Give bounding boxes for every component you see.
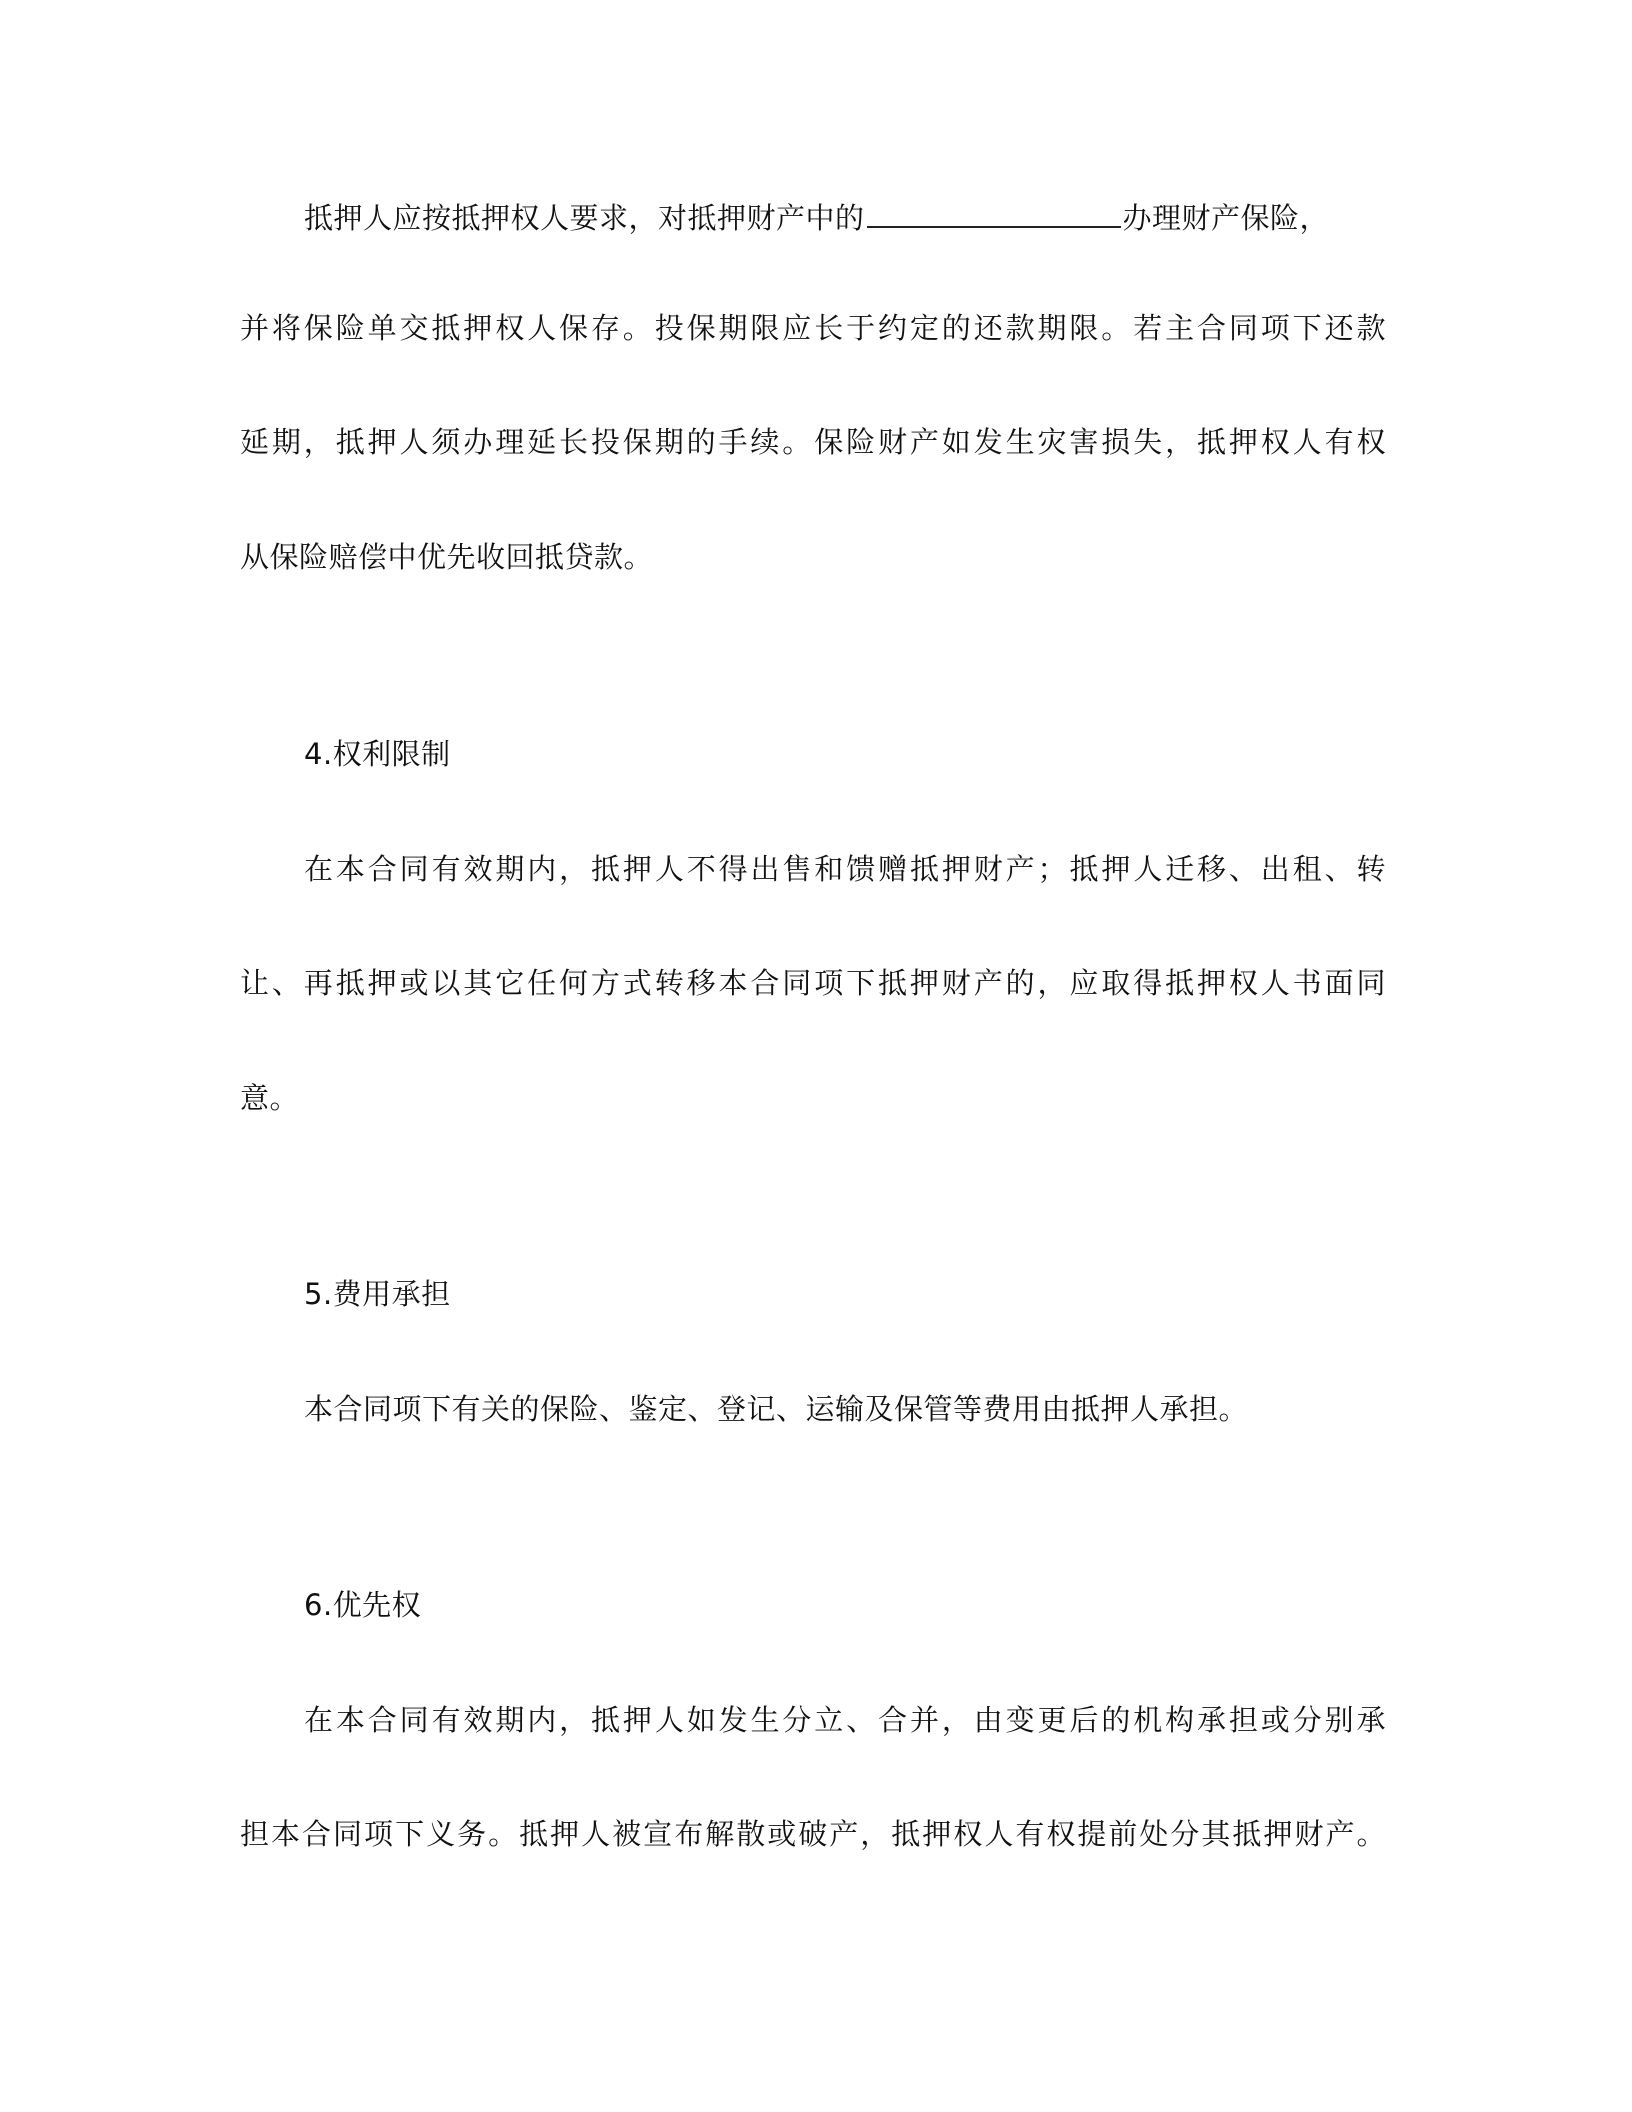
section-6-line-1: 在本合同有效期内，抵押人如发生分立、合并，由变更后的机构承担或分别承 (304, 1703, 1386, 1737)
insurance-text-before-blank: 抵押人应按抵押权人要求，对抵押财产中的 (304, 201, 865, 235)
section-6-heading: 6.优先权 (304, 1588, 422, 1622)
section-4-line-2: 让、再抵押或以其它任何方式转移本合同项下抵押财产的，应取得抵押权人书面同 (240, 966, 1386, 1000)
insurance-paragraph-line-1 (304, 196, 1329, 238)
section-4-line-1: 在本合同有效期内，抵押人不得出售和馈赠抵押财产；抵押人迁移、出租、转 (304, 852, 1386, 886)
section-5-heading: 5.费用承担 (304, 1277, 451, 1311)
section-4-line-3: 意。 (240, 1081, 300, 1115)
insurance-paragraph-line-2: 并将保险单交抵押权人保存。投保期限应长于约定的还款期限。若主合同项下还款 (240, 311, 1386, 345)
insurance-paragraph-line-3: 延期，抵押人须办理延长投保期的手续。保险财产如发生灾害损失，抵押权人有权 (240, 425, 1386, 459)
fill-in-blank[interactable] (867, 196, 1121, 228)
insurance-text-after-blank: 办理财产保险， (1122, 201, 1330, 235)
section-5-line-1: 本合同项下有关的保险、鉴定、登记、运输及保管等费用由抵押人承担。 (304, 1392, 1249, 1426)
section-6-line-2: 担本合同项下义务。抵押人被宣布解散或破产，抵押权人有权提前处分其抵押财产。 (240, 1817, 1386, 1851)
insurance-paragraph-line-4: 从保险赔偿中优先收回抵贷款。 (240, 540, 654, 574)
section-4-heading: 4.权利限制 (304, 737, 451, 771)
